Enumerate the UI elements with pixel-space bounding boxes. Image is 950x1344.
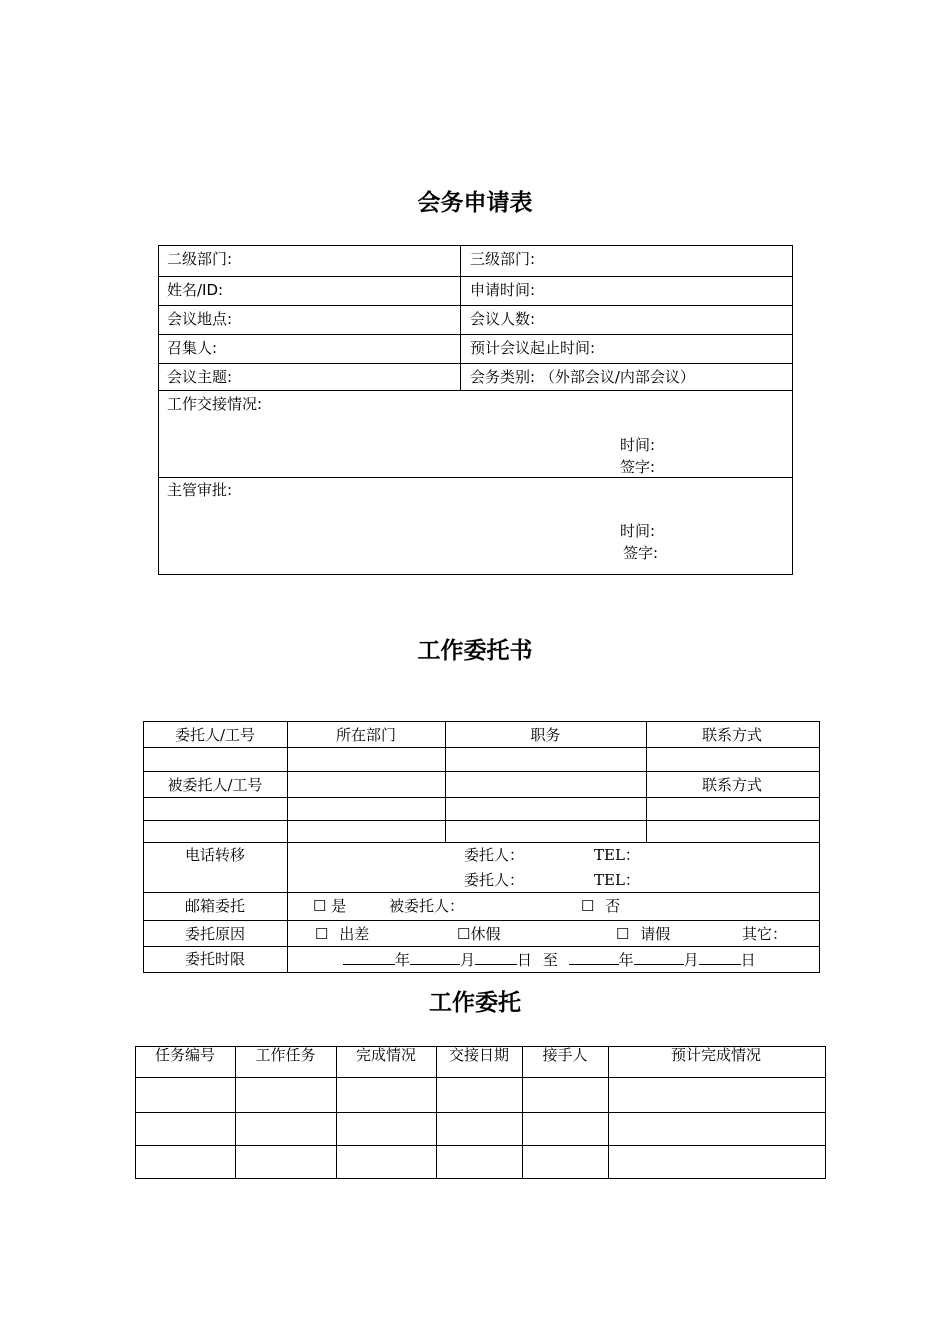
phone-delegator-2: 委托人：	[464, 871, 525, 889]
to-label: 至	[542, 951, 558, 969]
form3-title: 工作委托	[429, 990, 521, 1016]
approval-sign: 签字:	[623, 544, 659, 562]
handover-sign: 签字:	[620, 458, 656, 476]
reason-trip-label: 出差	[339, 925, 370, 943]
year-label: 年	[395, 951, 411, 969]
reason-vacation-label: 休假	[470, 925, 501, 943]
start-year-blank[interactable]	[343, 950, 395, 965]
reason-leave-label: 请假	[640, 925, 671, 943]
field-apply-time: 申请时间:	[470, 281, 536, 299]
delegation-period-label: 委托时限	[184, 950, 245, 968]
header-position: 职务	[530, 726, 561, 744]
mailbox-delegatee-label: 被委托人：	[389, 897, 465, 915]
reason-vacation-option[interactable]	[457, 925, 500, 943]
field-meeting-category: 会务类别: （外部会议/内部会议）	[470, 368, 695, 386]
field-name-id: 姓名/ID:	[167, 281, 224, 299]
header-delegator-id: 委托人/工号	[174, 726, 256, 744]
field-level3-dept: 三级部门:	[470, 250, 536, 268]
header-work-task: 工作任务	[255, 1046, 316, 1064]
form2-title: 工作委托书	[417, 638, 533, 664]
field-attendee-count: 会议人数:	[470, 310, 536, 328]
field-meeting-location: 会议地点:	[167, 310, 233, 328]
year-label: 年	[618, 951, 634, 969]
field-meeting-period: 预计会议起止时间:	[470, 339, 596, 357]
field-convener: 召集人:	[167, 339, 218, 357]
reason-leave-option[interactable]	[616, 925, 670, 943]
field-meeting-topic: 会议主题:	[167, 368, 233, 386]
start-month-blank[interactable]	[410, 950, 460, 965]
phone-transfer-label: 电话转移	[184, 846, 245, 864]
header-receiver: 接手人	[542, 1046, 588, 1064]
mailbox-no-option[interactable]	[581, 897, 620, 915]
header-department: 所在部门	[335, 726, 396, 744]
mailbox-delegation-label: 邮箱委托	[184, 897, 245, 915]
delegatee-id-label: 被委托人/工号	[167, 776, 263, 794]
checkbox-icon[interactable]: ☐	[315, 925, 329, 943]
mailbox-yes-option[interactable]	[313, 897, 346, 915]
month-label: 月	[460, 951, 476, 969]
form1-title: 会务申请表	[417, 190, 533, 216]
header-handover-date: 交接日期	[448, 1046, 509, 1064]
start-day-blank[interactable]	[475, 950, 517, 965]
checkbox-icon[interactable]: ☐	[616, 925, 630, 943]
approval-label: 主管审批:	[167, 481, 233, 499]
phone-tel-2: TEL：	[594, 871, 640, 889]
end-month-blank[interactable]	[634, 950, 684, 965]
end-day-blank[interactable]	[699, 950, 741, 965]
month-label: 月	[683, 951, 699, 969]
header-contact: 联系方式	[701, 726, 762, 744]
field-level2-dept: 二级部门:	[167, 250, 233, 268]
phone-delegator-1: 委托人：	[464, 846, 525, 864]
checkbox-icon[interactable]: ☐	[313, 897, 327, 915]
handover-label: 工作交接情况:	[167, 395, 263, 413]
phone-tel-1: TEL：	[594, 846, 640, 864]
handover-time: 时间:	[620, 436, 656, 454]
mailbox-no-label: 否	[605, 897, 621, 915]
checkbox-icon[interactable]: ☐	[457, 925, 471, 943]
end-year-blank[interactable]	[569, 950, 619, 965]
mailbox-yes-label: 是	[331, 897, 347, 915]
header-expected-completion: 预计完成情况	[670, 1046, 761, 1064]
approval-time: 时间:	[620, 522, 656, 540]
header-completion-status: 完成情况	[355, 1046, 416, 1064]
header-task-number: 任务编号	[154, 1046, 215, 1064]
delegation-reason-label: 委托原因	[184, 925, 245, 943]
reason-trip-option[interactable]	[315, 925, 369, 943]
reason-other-label: 其它：	[742, 925, 788, 943]
day-label: 日	[740, 951, 756, 969]
day-label: 日	[517, 951, 533, 969]
delegatee-contact-label: 联系方式	[701, 776, 762, 794]
checkbox-icon[interactable]: ☐	[581, 897, 595, 915]
delegation-period-line	[343, 950, 756, 969]
